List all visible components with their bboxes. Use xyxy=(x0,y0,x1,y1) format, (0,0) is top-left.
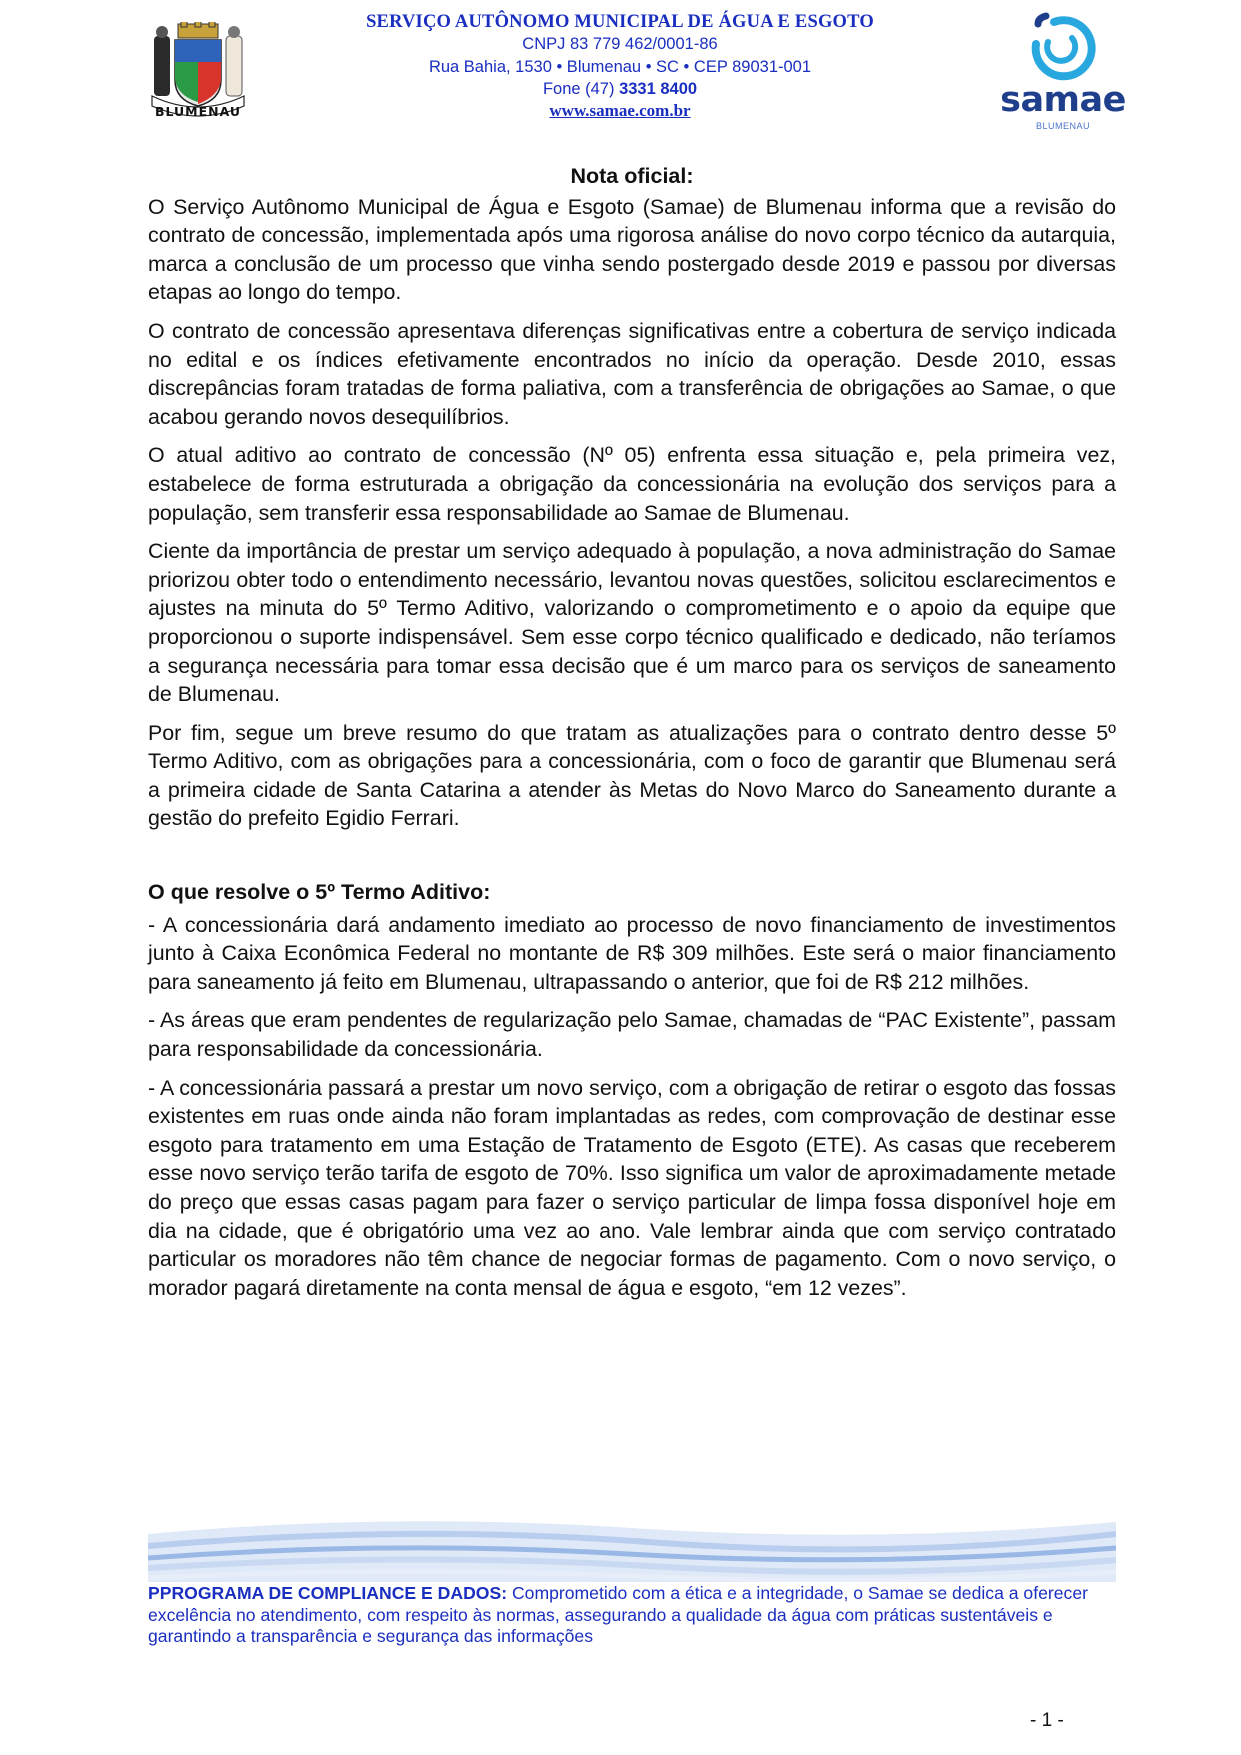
compliance-text: Comprometido com a ética e a integridade, o Samae se dedica a oferecer excelência no atendimento, com respeito às normas, assegurando a qualidade da água com práticas sustentáveis e garantindo a transparência e segurança das informações xyxy=(148,1583,1088,1647)
paragraph: O Serviço Autônomo Municipal de Água e Esgoto (Samae) de Blumenau informa que a revisão do contrato de concessão, implementada após uma rigorosa análise do novo corpo técnico da autarquia, marca a conclusão de um processo que vinha sendo postergado desde 2019 e passou por diversas etapas ao longo do tempo. xyxy=(148,194,1116,305)
phone-text xyxy=(330,78,910,101)
section-title: O que resolve o 5º Termo Aditivo: xyxy=(148,880,491,905)
compliance-footer xyxy=(148,1583,1118,1648)
paragraph: Ciente da importância de prestar um serviço adequado à população, a nova administração do Samae priorizou obter todo o entendimento necessário, levantou novas questões, solicitou esclarecimentos e ajustes na minuta do 5º Termo Aditivo, valorizando o comprometimento e o apoio da equipe que proporcionou o suporte indispensável. Sem esse corpo técnico qualificado e dedicado, não teríamos a segurança necessária para tomar essa decisão que é um marco para os serviços de saneamento de Blumenau. xyxy=(148,539,1116,707)
samae-logo-subtitle: BLUMENAU xyxy=(1035,121,1090,131)
phone-number: 3331 8400 xyxy=(619,80,698,98)
page-number: - 1 - xyxy=(1030,1710,1064,1731)
paragraph: Por fim, segue um breve resumo do que tratam as atualizações para o contrato dentro desse 5º Termo Aditivo, com as obrigações para a concessionária, com o foco de garantir que Blumenau será a primeira cidade de Santa Catarina a atender às Metas do Novo Marco do Saneamento durante a gestão do prefeito Egidio Ferrari. xyxy=(148,720,1116,831)
list-item: - As áreas que eram pendentes de regularização pelo Samae, chamadas de “PAC Existente”, passam para responsabilidade da concessionária. xyxy=(148,1008,1116,1062)
samae-logo-wordmark: samae xyxy=(1000,80,1126,120)
crest-label: BLUMENAU xyxy=(154,104,242,119)
list-item: - A concessionária passará a prestar um novo serviço, com a obrigação de retirar o esgoto das fossas existentes em ruas onde ainda não foram implantadas as redes, com comprovação de destinar esse esgoto para tratamento em uma Estação de Tratamento de Esgoto (ETE). As casas que receberem esse novo serviço terão tarifa de esgoto de 70%. Isso significa um valor de aproximadamente metade do preço que essas casas pagam para fazer o serviço particular de limpa fossa disponível hoje em dia na cidade, que é obrigatório uma vez ao ano. Vale lembrar ainda que com serviço contratado particular os moradores não têm chance de negociar formas de pagamento. Com o novo serviço, o morador pagará diretamente na conta mensal de água e esgoto, “em 12 vezes”. xyxy=(148,1075,1116,1300)
list-item: - A concessionária dará andamento imediato ao processo de novo financiamento de investimentos junto à Caixa Econômica Federal no montante de R$ 309 milhões. Este será o maior financiamento para saneamento já feito em Blumenau, ultrapassando o anterior, que foi de R$ 212 milhões. xyxy=(148,912,1116,994)
compliance-label: PPROGRAMA DE COMPLIANCE E DADOS: xyxy=(148,1583,508,1603)
paragraph: O contrato de concessão apresentava diferenças significativas entre a cobertura de serviço indicada no edital e os índices efetivamente encontrados no início da operação. Desde 2010, essas discrepâncias foram tratadas de forma paliativa, com a transferência de obrigações ao Samae, o que acabou gerando novos desequilíbrios. xyxy=(148,318,1116,429)
organization-name: SERVIÇO AUTÔNOMO MUNICIPAL DE ÁGUA E ESGOTO xyxy=(366,12,874,32)
note-title: Nota oficial: xyxy=(570,164,694,188)
website-link[interactable]: www.samae.com.br xyxy=(549,100,691,120)
organization-header xyxy=(330,12,910,121)
note-body xyxy=(148,162,1116,1312)
phone-prefix: Fone (47) xyxy=(542,80,620,98)
address-text: Rua Bahia, 1530 • Blumenau • SC • CEP 89031-001 xyxy=(428,57,812,76)
paragraph: O atual aditivo ao contrato de concessão (Nº 05) enfrenta essa situação e, pela primeira vez, estabelece de forma estruturada a obrigação da concessionária na evolução dos serviços para a população, sem transferir essa responsabilidade ao Samae de Blumenau. xyxy=(148,443,1116,525)
footer-waves-decoration xyxy=(148,1512,1116,1582)
cnpj-text: CNPJ 83 779 462/0001-86 xyxy=(522,35,718,53)
